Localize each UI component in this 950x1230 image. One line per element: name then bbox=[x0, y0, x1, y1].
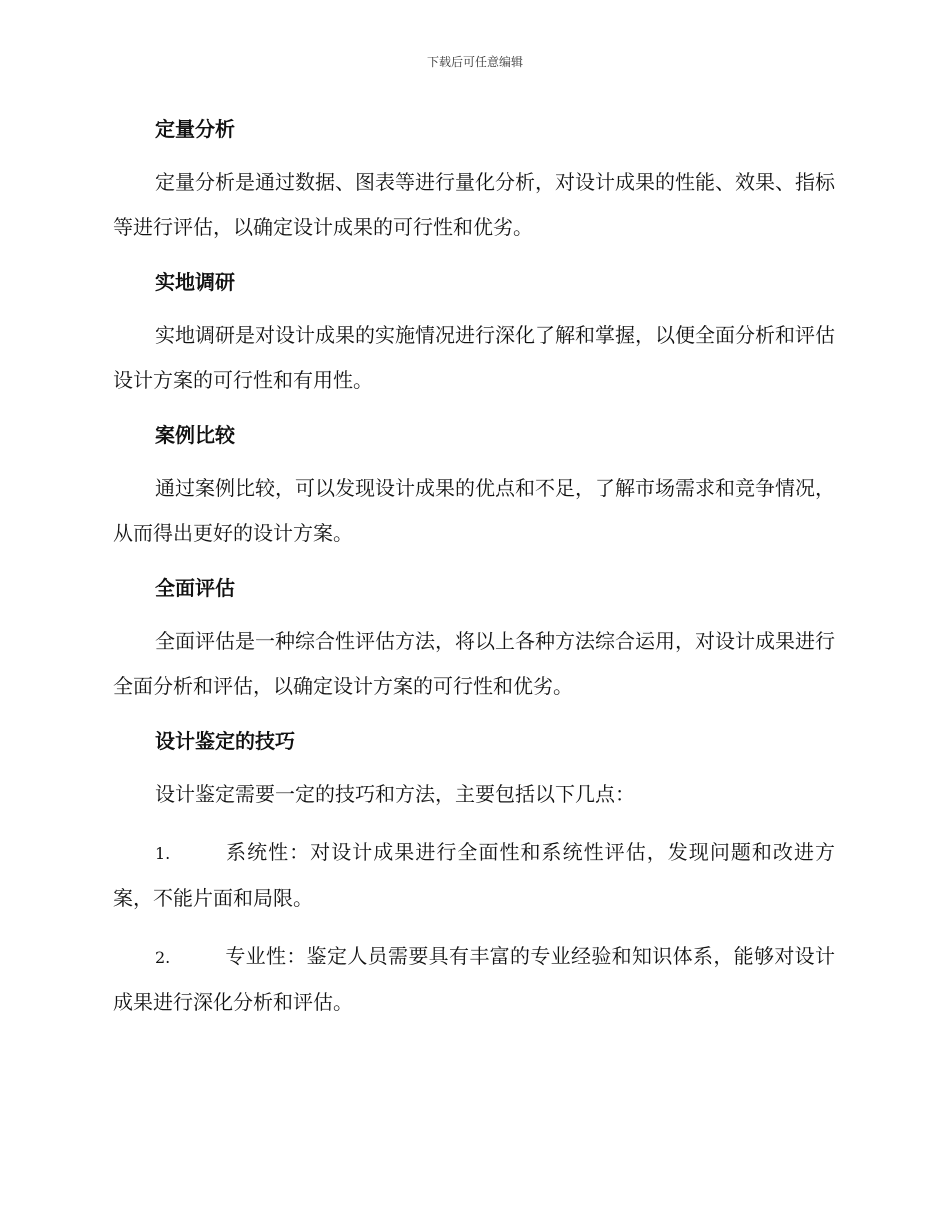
section-body-techniques: 设计鉴定需要一定的技巧和方法，主要包括以下几点： bbox=[155, 782, 635, 806]
list-item bbox=[113, 934, 835, 1025]
section-body-case-comparison: 通过案例比较，可以发现设计成果的优点和不足，了解市场需求和竞争情况，从而得出更好的设计方案。 bbox=[113, 476, 835, 545]
section-heading-techniques: 设计鉴定的技巧 bbox=[155, 729, 295, 753]
section-heading-case-comparison: 案例比较 bbox=[155, 423, 235, 447]
list-number: 2. bbox=[155, 948, 171, 967]
list-number: 1. bbox=[155, 844, 171, 863]
list-item bbox=[113, 830, 835, 921]
section-heading-quantitative: 定量分析 bbox=[155, 117, 235, 141]
header-note: 下载后可任意编辑 bbox=[426, 55, 523, 69]
section-heading-field-research: 实地调研 bbox=[155, 270, 235, 294]
document-content bbox=[113, 110, 835, 1038]
section-body-quantitative: 定量分析是通过数据、图表等进行量化分析，对设计成果的性能、效果、指标等进行评估，以确定设计成果的可行性和优劣。 bbox=[113, 170, 835, 239]
list-text: 系统性：对设计成果进行全面性和系统性评估，发现问题和改进方案，不能片面和局限。 bbox=[113, 840, 835, 910]
list-text: 专业性：鉴定人员需要具有丰富的专业经验和知识体系，能够对设计成果进行深化分析和评估。 bbox=[113, 944, 835, 1014]
section-body-field-research: 实地调研是对设计成果的实施情况进行深化了解和掌握，以便全面分析和评估设计方案的可行性和有用性。 bbox=[113, 323, 835, 392]
section-body-overall-assessment: 全面评估是一种综合性评估方法，将以上各种方法综合运用，对设计成果进行全面分析和评估，以确定设计方案的可行性和优劣。 bbox=[113, 629, 835, 698]
section-heading-overall-assessment: 全面评估 bbox=[155, 576, 235, 600]
